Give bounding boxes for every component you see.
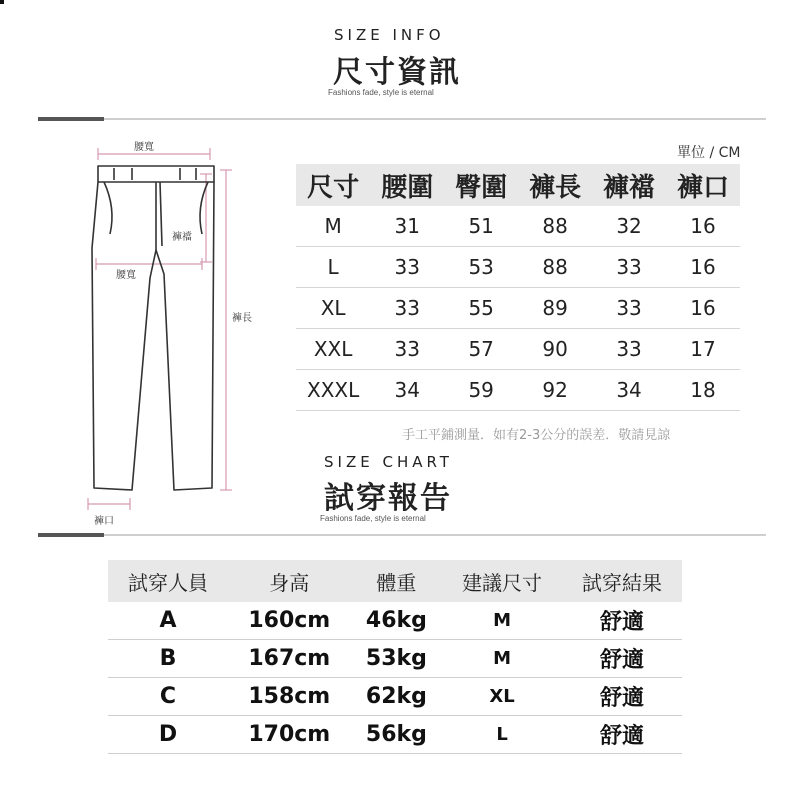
col-size: 尺寸 bbox=[296, 164, 370, 206]
col-hip: 臀圍 bbox=[444, 164, 518, 206]
size-info-caption: SIZE INFO bbox=[334, 26, 445, 44]
col-weight: 體重 bbox=[351, 560, 442, 602]
table-row: C 158cm 62kg XL 舒適 bbox=[108, 678, 682, 716]
size-chart-tagline: Fashions fade, style is eternal bbox=[320, 514, 426, 523]
unit-label: 單位 / CM bbox=[677, 145, 741, 161]
col-person: 試穿人員 bbox=[108, 560, 228, 602]
size-table bbox=[296, 164, 740, 411]
col-height: 身高 bbox=[228, 560, 351, 602]
size-chart-caption: SIZE CHART bbox=[324, 453, 453, 471]
label-length: 褲長 bbox=[232, 313, 252, 324]
corner-mark bbox=[0, 0, 4, 4]
table-row: XL 33 55 89 33 16 bbox=[296, 288, 740, 329]
col-waist: 腰圍 bbox=[370, 164, 444, 206]
pants-diagram bbox=[76, 138, 286, 530]
size-info-title: 尺寸資訊 bbox=[333, 55, 461, 90]
col-result: 試穿結果 bbox=[562, 560, 682, 602]
size-info-tagline: Fashions fade, style is eternal bbox=[328, 88, 434, 97]
table-row: L 33 53 88 33 16 bbox=[296, 247, 740, 288]
size-table-header bbox=[296, 164, 740, 206]
measurement-note: 手工平鋪測量．如有2-3公分的誤差．敬請見諒 bbox=[402, 428, 671, 443]
label-hem: 褲口 bbox=[94, 516, 114, 527]
label-waist-mid: 腰寬 bbox=[116, 270, 136, 281]
table-row: XXXL 34 59 92 34 18 bbox=[296, 370, 740, 411]
table-row: A 160cm 46kg M 舒適 bbox=[108, 602, 682, 640]
table-row: D 170cm 56kg L 舒適 bbox=[108, 716, 682, 754]
top-divider bbox=[38, 118, 766, 120]
bottom-divider bbox=[38, 534, 766, 536]
table-row: B 167cm 53kg M 舒適 bbox=[108, 640, 682, 678]
label-waist-top: 腰寬 bbox=[134, 142, 154, 153]
col-length: 褲長 bbox=[518, 164, 592, 206]
size-chart-title: 試穿報告 bbox=[324, 481, 452, 516]
label-rise: 褲襠 bbox=[172, 232, 192, 243]
col-hem: 褲口 bbox=[666, 164, 740, 206]
fit-table-header bbox=[108, 560, 682, 602]
col-rise: 褲襠 bbox=[592, 164, 666, 206]
fit-table bbox=[108, 560, 682, 754]
table-row: XXL 33 57 90 33 17 bbox=[296, 329, 740, 370]
table-row: M 31 51 88 32 16 bbox=[296, 206, 740, 247]
col-suggested-size: 建議尺寸 bbox=[442, 560, 562, 602]
